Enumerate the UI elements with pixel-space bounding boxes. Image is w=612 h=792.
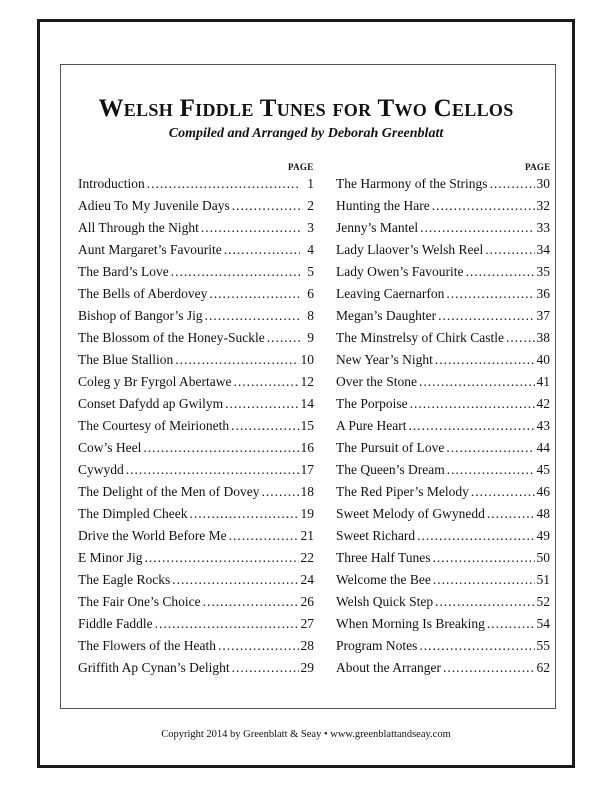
toc-entry-page: 44: [536, 440, 550, 455]
toc-entry[interactable]: [78, 616, 314, 638]
toc-entry[interactable]: [336, 418, 550, 440]
toc-entry-page: 43: [536, 418, 550, 433]
toc-entry-title: Program Notes: [336, 638, 418, 653]
toc-entry-title: The Dimpled Cheek: [78, 506, 188, 521]
toc-entry[interactable]: [78, 264, 314, 286]
toc-entry[interactable]: [78, 330, 314, 352]
toc-entry-title: The Pursuit of Love: [336, 440, 445, 455]
toc-entry-title: Megan’s Daughter: [336, 308, 437, 323]
dot-leader: [465, 264, 534, 280]
toc-entry[interactable]: [336, 572, 550, 594]
toc-entry-page: 49: [536, 528, 550, 543]
toc-entry-title: Bishop of Bangor’s Jig: [78, 308, 203, 323]
dot-leader: [261, 484, 298, 500]
toc-entry[interactable]: [336, 264, 550, 286]
toc-entry-page: 62: [536, 660, 550, 675]
toc-entry-title: The Bard’s Love: [78, 264, 169, 279]
dot-leader: [233, 374, 298, 390]
dot-leader: [172, 572, 298, 588]
toc-entry-title: Conset Dafydd ap Gwilym: [78, 396, 224, 411]
toc-entry-title: Introduction: [78, 176, 145, 191]
book-subtitle: Compiled and Arranged by Deborah Greenblatt: [168, 126, 444, 141]
toc-entry[interactable]: [78, 374, 314, 396]
toc-entry-title: Leaving Caernarfon: [336, 286, 445, 301]
book-title: Welsh Fiddle Tunes for Two Cellos: [98, 95, 514, 122]
toc-entry-page: 35: [536, 264, 550, 279]
toc-entry-title: Sweet Melody of Gwynedd: [336, 506, 485, 521]
toc-entry-page: 52: [536, 594, 550, 609]
dot-leader: [487, 616, 535, 632]
toc-entry-page: 55: [536, 638, 550, 653]
toc-entry-page: 22: [300, 550, 314, 565]
toc-entry-page: 19: [300, 506, 314, 521]
toc-entry-page: 50: [536, 550, 550, 565]
copyright-footer: Copyright 2014 by Greenblatt & Seay • www.greenblattandseay.com: [161, 729, 451, 740]
toc-entry-page: 8: [307, 308, 314, 323]
dot-leader: [205, 308, 300, 324]
toc-entry-page: 10: [300, 352, 314, 367]
toc-entry[interactable]: [78, 550, 314, 572]
toc-entry[interactable]: [336, 176, 550, 198]
toc-entry-page: 1: [307, 176, 314, 191]
toc-entry-page: 51: [536, 572, 550, 587]
toc-entry-title: The Courtesy of Meirioneth: [78, 418, 230, 433]
toc-entry-title: Lady Owen’s Favourite: [336, 264, 464, 279]
dot-leader: [435, 594, 534, 610]
toc-entry-title: Three Half Tunes: [336, 550, 431, 565]
dot-leader: [203, 594, 299, 610]
toc-entry-title: Coleg y Br Fyrgol Abertawe: [78, 374, 232, 389]
toc-entry-page: 42: [536, 396, 550, 411]
dot-leader: [267, 330, 300, 346]
dot-leader: [175, 352, 298, 368]
dot-leader: [171, 264, 300, 280]
toc-entry[interactable]: [336, 374, 550, 396]
toc-entry[interactable]: [78, 286, 314, 308]
toc-entry[interactable]: [78, 418, 314, 440]
toc-entry[interactable]: [78, 220, 314, 242]
dot-leader: [420, 220, 534, 236]
toc-entry[interactable]: [336, 660, 550, 682]
toc-entry[interactable]: [336, 616, 550, 638]
toc-entry-page: 29: [300, 660, 314, 675]
toc-entry[interactable]: [336, 308, 550, 330]
toc-entry-page: 48: [536, 506, 550, 521]
toc-entry-title: Jenny’s Mantel: [336, 220, 419, 235]
toc-entry-title: The Harmony of the Strings: [336, 176, 488, 191]
toc-entry-title: A Pure Heart: [336, 418, 407, 433]
dot-leader: [471, 484, 535, 500]
toc-entry-title: Over the Stone: [336, 374, 417, 389]
toc-entry[interactable]: [78, 176, 314, 198]
toc-entry-page: 33: [536, 220, 550, 235]
toc-entry-title: Cow’s Heel: [78, 440, 142, 455]
toc-entry-title: Lady Llaover’s Welsh Reel: [336, 242, 484, 257]
toc-entry-page: 3: [307, 220, 314, 235]
dot-leader: [189, 506, 298, 522]
toc-entry[interactable]: [78, 528, 314, 550]
toc-entry[interactable]: [336, 396, 550, 418]
dot-leader: [443, 660, 535, 676]
toc-entry[interactable]: [336, 550, 550, 572]
toc-entry-title: The Blue Stallion: [78, 352, 174, 367]
toc-entry[interactable]: [78, 572, 314, 594]
toc-entry-title: The Porpoise: [336, 396, 408, 411]
toc-entry-page: 2: [307, 198, 314, 213]
toc-entry-page: 37: [536, 308, 550, 323]
dot-leader: [408, 418, 534, 434]
toc-entry[interactable]: [78, 506, 314, 528]
dot-leader: [155, 616, 299, 632]
dot-leader: [489, 176, 534, 192]
toc-entry-page: 14: [300, 396, 314, 411]
toc-entry-page: 5: [307, 264, 314, 279]
dot-leader: [201, 220, 300, 236]
toc-entry-page: 24: [300, 572, 314, 587]
toc-entry-page: 41: [536, 374, 550, 389]
toc-entry[interactable]: [336, 462, 550, 484]
dot-leader: [225, 396, 298, 412]
toc-entry-page: 36: [536, 286, 550, 301]
dot-leader: [410, 396, 535, 412]
toc-entry-page: 18: [300, 484, 314, 499]
dot-leader: [224, 242, 300, 258]
right-page-heading: PAGE: [525, 162, 551, 172]
toc-entry-page: 6: [307, 286, 314, 301]
toc-entry[interactable]: [78, 198, 314, 220]
toc-left-column: [78, 176, 314, 682]
toc-entry-title: The Red Piper’s Melody: [336, 484, 469, 499]
toc-entry-title: About the Arranger: [336, 660, 441, 675]
toc-entry-title: The Minstrelsy of Chirk Castle: [336, 330, 504, 345]
toc-entry-page: 54: [536, 616, 550, 631]
toc-entry-title: When Morning Is Breaking: [336, 616, 485, 631]
left-page-heading: PAGE: [288, 162, 314, 172]
toc-entry[interactable]: [78, 396, 314, 418]
dot-leader: [126, 462, 299, 478]
toc-entry-title: The Blossom of the Honey-Suckle: [78, 330, 265, 345]
toc-entry[interactable]: [336, 528, 550, 550]
dot-leader: [417, 528, 534, 544]
toc-entry-title: Sweet Richard: [336, 528, 416, 543]
toc-entry-page: 16: [300, 440, 314, 455]
dot-leader: [438, 308, 534, 324]
toc-entry[interactable]: [336, 220, 550, 242]
toc-entry-title: Cywydd: [78, 462, 124, 477]
toc-entry[interactable]: [78, 660, 314, 682]
toc-entry[interactable]: [336, 286, 550, 308]
toc-entry[interactable]: [78, 462, 314, 484]
dot-leader: [432, 198, 535, 214]
toc-entry-page: 15: [300, 418, 314, 433]
toc-entry[interactable]: [78, 242, 314, 264]
dot-leader: [433, 550, 535, 566]
toc-entry-page: 46: [536, 484, 550, 499]
toc-entry[interactable]: [336, 484, 550, 506]
toc-entry-page: 38: [536, 330, 550, 345]
dot-leader: [419, 374, 535, 390]
toc-entry-page: 21: [300, 528, 314, 543]
dot-leader: [147, 176, 300, 192]
toc-entry[interactable]: [336, 198, 550, 220]
toc-entry[interactable]: [78, 308, 314, 330]
dot-leader: [209, 286, 300, 302]
toc-entry[interactable]: [336, 594, 550, 616]
toc-entry[interactable]: [336, 242, 550, 264]
dot-leader: [446, 286, 534, 302]
toc-entry-title: The Eagle Rocks: [78, 572, 171, 587]
dot-leader: [232, 660, 299, 676]
toc-entry-page: 9: [307, 330, 314, 345]
toc-entry-page: 12: [300, 374, 314, 389]
toc-entry-page: 28: [300, 638, 314, 653]
toc-entry-title: The Fair One’s Choice: [78, 594, 201, 609]
toc-entry-page: 4: [307, 242, 314, 257]
toc-entry-title: Welcome the Bee: [336, 572, 431, 587]
toc-entry[interactable]: [336, 638, 550, 660]
dot-leader: [447, 462, 535, 478]
toc-entry-title: The Delight of the Men of Dovey: [78, 484, 260, 499]
toc-entry[interactable]: [336, 506, 550, 528]
dot-leader: [433, 572, 535, 588]
toc-entry-page: 26: [300, 594, 314, 609]
toc-entry[interactable]: [78, 638, 314, 660]
toc-entry[interactable]: [78, 440, 314, 462]
toc-entry-title: The Flowers of the Heath: [78, 638, 216, 653]
toc-entry-title: Welsh Quick Step: [336, 594, 434, 609]
dot-leader: [229, 528, 299, 544]
dot-leader: [446, 440, 534, 456]
toc-entry-title: The Bells of Aberdovey: [78, 286, 208, 301]
toc-entry[interactable]: [336, 330, 550, 352]
dot-leader: [485, 242, 534, 258]
toc-entry-page: 32: [536, 198, 550, 213]
dot-leader: [419, 638, 534, 654]
toc-entry[interactable]: [78, 594, 314, 616]
dot-leader: [232, 198, 300, 214]
toc-entry-title: Aunt Margaret’s Favourite: [78, 242, 222, 257]
dot-leader: [231, 418, 298, 434]
dot-leader: [145, 550, 299, 566]
toc-entry[interactable]: [336, 440, 550, 462]
toc-entry-title: Griffith Ap Cynan’s Delight: [78, 660, 230, 675]
dot-leader: [487, 506, 535, 522]
toc-entry-page: 30: [536, 176, 550, 191]
toc-entry-page: 27: [300, 616, 314, 631]
toc-entry-title: The Queen’s Dream: [336, 462, 445, 477]
toc-entry[interactable]: [336, 352, 550, 374]
toc-right-column: [336, 176, 550, 682]
toc-entry-page: 17: [300, 462, 314, 477]
toc-entry-title: All Through the Night: [78, 220, 199, 235]
toc-entry-title: New Year’s Night: [336, 352, 433, 367]
toc-entry-page: 45: [536, 462, 550, 477]
dot-leader: [143, 440, 298, 456]
toc-entry[interactable]: [78, 352, 314, 374]
dot-leader: [218, 638, 299, 654]
toc-entry-title: Hunting the Hare: [336, 198, 430, 213]
toc-entry-title: Fiddle Faddle: [78, 616, 153, 631]
dot-leader: [506, 330, 535, 346]
toc-entry[interactable]: [78, 484, 314, 506]
toc-entry-title: E Minor Jig: [78, 550, 143, 565]
toc-entry-page: 40: [536, 352, 550, 367]
dot-leader: [435, 352, 535, 368]
toc-entry-page: 34: [536, 242, 550, 257]
toc-entry-title: Drive the World Before Me: [78, 528, 227, 543]
toc-entry-title: Adieu To My Juvenile Days: [78, 198, 230, 213]
